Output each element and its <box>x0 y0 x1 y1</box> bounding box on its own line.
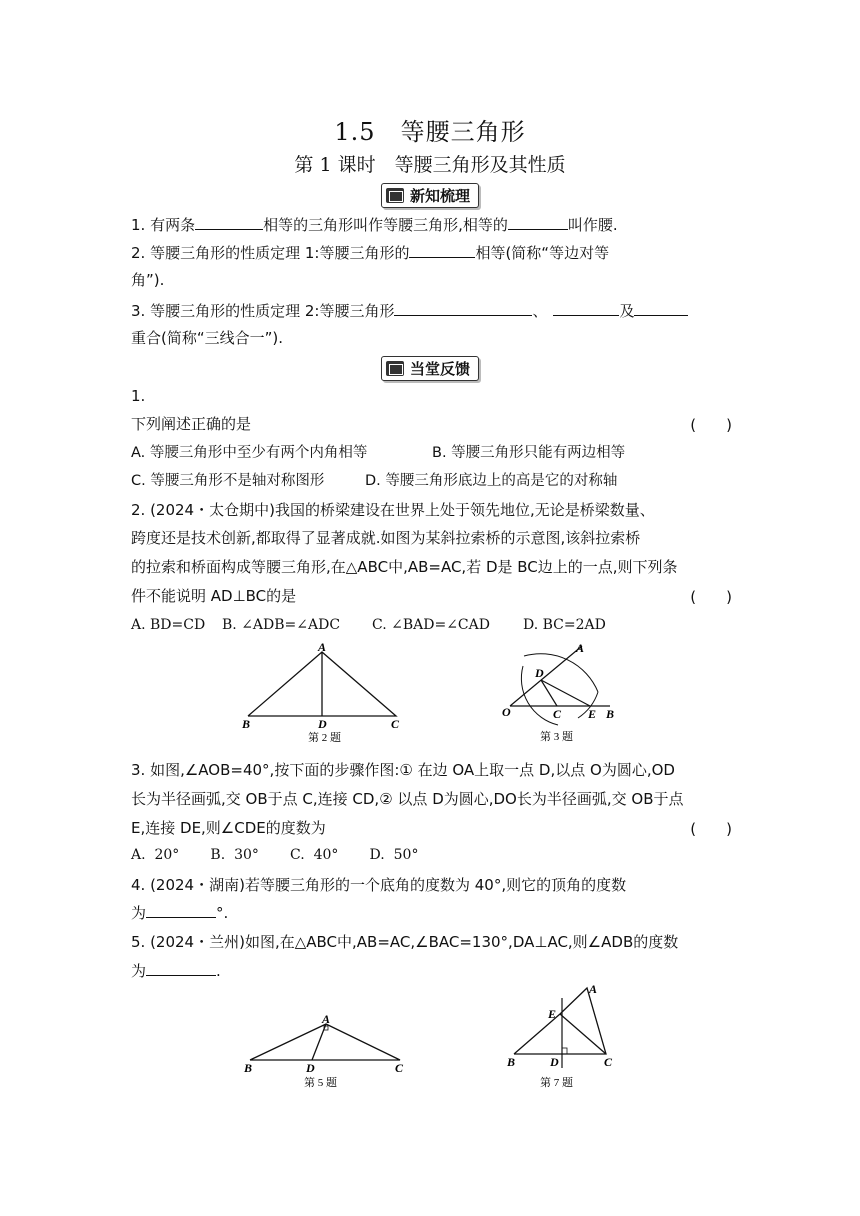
label-D: D <box>550 1055 559 1069</box>
label-C: C <box>604 1055 613 1069</box>
q3-options[interactable]: A. 20° B. 30° C. 40° D. 50° <box>131 847 419 863</box>
figure-caption: 第 5 题 <box>304 1077 337 1089</box>
feedback-q2-line2: 跨度还是技术创新,都取得了显著成就.如图为某斜拉索桥的示意图,该斜拉索桥 <box>131 529 641 547</box>
figure-caption: 第 2 题 <box>308 732 341 742</box>
feedback-q5-line2: 为 . <box>131 962 221 980</box>
section-feedback: 当堂反馈 <box>381 356 479 381</box>
page-title: 1.5 等腰三角形 <box>334 118 526 146</box>
label-A: A <box>322 1012 331 1026</box>
label-C: C <box>395 1061 404 1075</box>
answer-blank[interactable] <box>394 301 532 316</box>
knowledge-q2-cont: 角”). <box>131 271 165 289</box>
q2-option-d[interactable]: D. BC=2AD <box>523 617 606 633</box>
answer-blank[interactable] <box>409 243 475 258</box>
label-B: B <box>244 1061 253 1075</box>
q1-option-c[interactable]: C. 等腰三角形不是轴对称图形 <box>131 473 325 489</box>
figure-q7 <box>502 980 622 1094</box>
answer-blank[interactable] <box>146 903 216 918</box>
feedback-q2-line1: 2. (2024・太仓期中)我国的桥梁建设在世界上处于领先地位,无论是桥梁数量、 <box>131 501 655 519</box>
label-C: C <box>391 717 400 731</box>
answer-paren[interactable]: ( ) <box>690 820 732 838</box>
knowledge-q3: 3. 等腰三角形的性质定理 2:等腰三角形 、 及 <box>131 301 688 321</box>
feedback-q4-line2: 为 °. <box>131 904 229 922</box>
q1-option-b[interactable]: B. 等腰三角形只能有两边相等 <box>432 445 626 461</box>
feedback-q1-stem: 下列阐述正确的是 <box>131 415 252 433</box>
figure-q5 <box>240 1010 410 1092</box>
feedback-q2-line3: 的拉索和桥面构成等腰三角形,在△ABC中,AB=AC,若 D是 BC边上的一点,则下列条 <box>131 558 678 576</box>
feedback-q3-line1: 3. 如图,∠AOB=40°,按下面的步骤作图:① 在边 OA上取一点 D,以点 O为圆心,OD <box>131 761 675 779</box>
label-E: E <box>548 1007 557 1021</box>
page-subtitle: 第 1 课时 等腰三角形及其性质 <box>294 154 566 176</box>
q2-option-b[interactable]: B. ∠ADB=∠ADC <box>222 617 341 633</box>
label-C: C <box>553 707 562 721</box>
label-B: B <box>606 707 615 721</box>
knowledge-q3-cont: 重合(简称“三线合一”). <box>131 329 284 347</box>
answer-paren[interactable]: ( ) <box>690 588 732 606</box>
label-E: E <box>588 707 597 721</box>
answer-blank[interactable] <box>553 301 619 316</box>
label-A: A <box>318 642 327 654</box>
book-icon <box>386 188 404 203</box>
feedback-q2-line4: 件不能说明 AD⊥BC的是 <box>131 587 297 605</box>
label-B: B <box>507 1055 516 1069</box>
feedback-q4-line1: 4. (2024・湖南)若等腰三角形的一个底角的度数为 40°,则它的顶角的度数 <box>131 876 627 894</box>
label-B: B <box>242 717 251 731</box>
knowledge-q1: 1. 有两条 相等的三角形叫作等腰三角形,相等的 叫作腰. <box>131 216 618 234</box>
knowledge-q2: 2. 等腰三角形的性质定理 1:等腰三角形的 相等(简称“等边对等 <box>131 244 610 262</box>
q2-option-a[interactable]: A. BD=CD <box>131 617 206 633</box>
answer-blank[interactable] <box>634 301 688 316</box>
label-D: D <box>318 717 327 731</box>
answer-blank[interactable] <box>146 961 216 976</box>
pen-icon <box>386 361 404 376</box>
q1-option-a[interactable]: A. 等腰三角形中至少有两个内角相等 <box>131 445 368 461</box>
section-knowledge: 新知梳理 <box>381 183 479 208</box>
q1-option-d[interactable]: D. 等腰三角形底边上的高是它的对称轴 <box>365 473 618 489</box>
label-O: O <box>502 705 511 719</box>
label-A: A <box>576 641 585 655</box>
figure-caption: 第 3 题 <box>540 731 573 743</box>
answer-blank[interactable] <box>508 215 568 230</box>
feedback-q1-number: 1. <box>131 387 146 405</box>
feedback-q3-line3: E,连接 DE,则∠CDE的度数为 <box>131 819 326 837</box>
label-A: A <box>589 982 598 996</box>
figure-q2 <box>238 642 408 742</box>
q2-option-c[interactable]: C. ∠BAD=∠CAD <box>372 617 490 633</box>
feedback-q3-line2: 长为半径画弧,交 OB于点 C,连接 CD,② 以点 D为圆心,DO长为半径画弧,交 OB于点 <box>131 790 684 808</box>
label-D: D <box>306 1061 315 1075</box>
answer-paren[interactable]: ( ) <box>690 416 732 434</box>
figure-q3 <box>498 640 623 746</box>
figure-caption: 第 7 题 <box>540 1077 573 1089</box>
answer-blank[interactable] <box>195 215 263 230</box>
feedback-q5-line1: 5. (2024・兰州)如图,在△ABC中,AB=AC,∠BAC=130°,DA⊥AC,则∠ADB的度数 <box>131 933 679 951</box>
label-D: D <box>535 666 544 680</box>
